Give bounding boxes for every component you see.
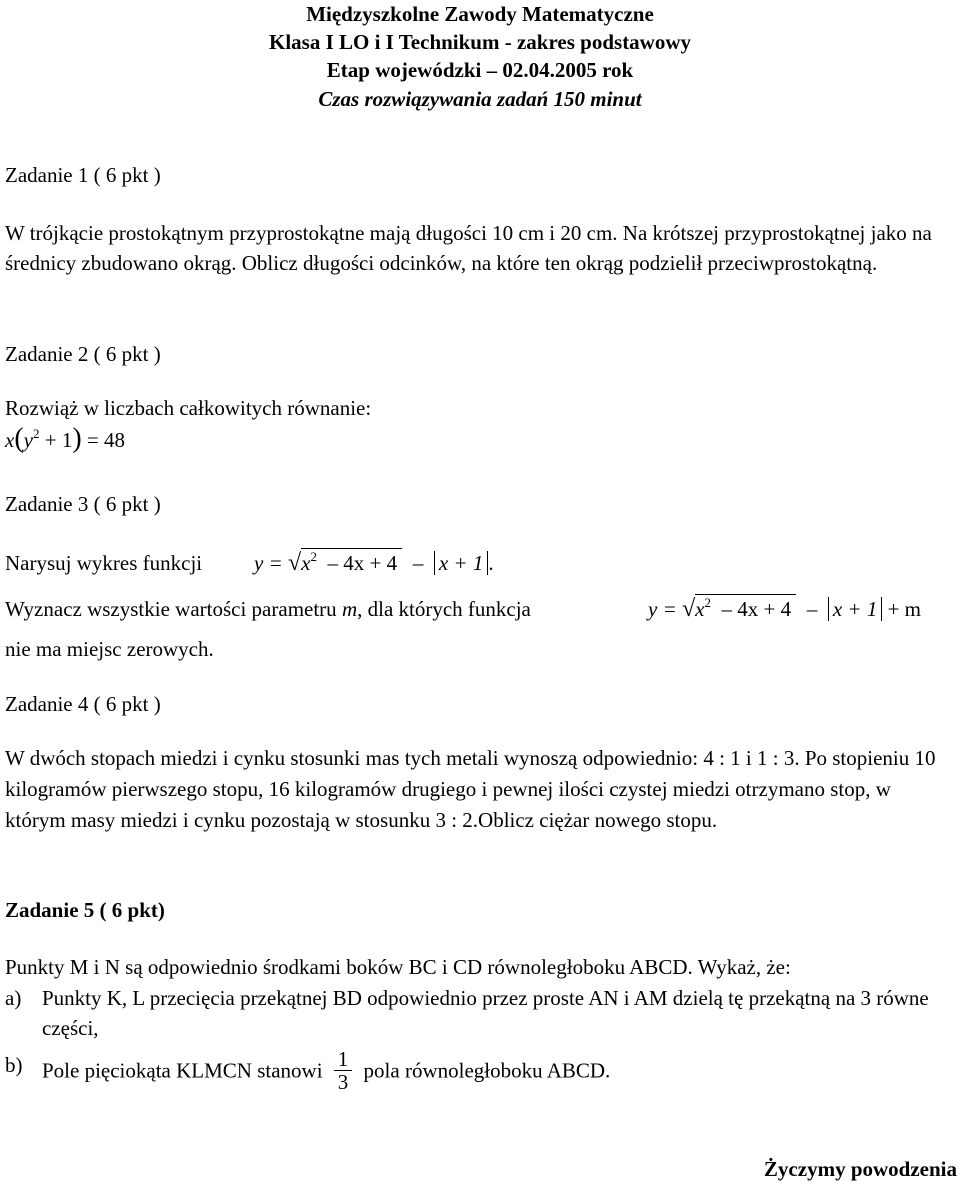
task-1-title: Zadanie 1 ( 6 pkt ) [5, 163, 161, 187]
formula-1-exp: 2 [310, 549, 317, 564]
formula-1-poly: 4x + 4 [343, 551, 398, 575]
task-3-line-2-prefix: Wyznacz wszystkie wartości parametru [5, 597, 337, 621]
task-2-title: Zadanie 2 ( 6 pkt ) [5, 342, 161, 366]
formula-2-exp: 2 [704, 595, 711, 610]
task-5-item-b [42, 1047, 611, 1095]
task-5-item-a-text: Punkty K, L przecięcia przekątnej BD odpowiednio przez proste AN i AM dzielą tę przekątną na 3 równe części, [42, 986, 929, 1040]
formula-1-minus-2: – [412, 551, 424, 575]
one-third-fraction [334, 1048, 353, 1093]
task-3-line-2 [5, 594, 531, 624]
header-line-4: Czas rozwiązywania zadań 150 minut [318, 87, 642, 111]
task-1-text: W trójkącie prostokątnym przyprostokątne mają długości 10 cm i 20 cm. Na krótszej przyprostokątnej jako na średnicy zbudowano okrąg. Oblicz długości odcinków, na które ten okrąg podzielił przeciwprostokątną. [5, 221, 932, 275]
eq-x: x [5, 428, 15, 452]
task-5-item-a-marker: a) [5, 986, 22, 1010]
formula-1-minus: – [327, 551, 338, 575]
formula-1-x: x [301, 551, 311, 575]
task-3-line-1-prefix: Narysuj wykres funkcji [5, 551, 203, 575]
formula-2-plus-m: + m [887, 597, 922, 621]
task-3-param: m [341, 597, 358, 621]
task-4-text: W dwóch stopach miedzi i cynku stosunki mas tych metali wynoszą odpowiednio: 4 : 1 i 1 : 3. Po stopieniu 10 kilogramów pierwszego stopu, 16 kilogramów drugiego i pewnej ilości czystej miedzi otrzymano stop, w którym masy miedzi i cynku pozostają w stosunku 3 : 2.Oblicz ciężar nowego stopu. [5, 746, 936, 832]
task-5-intro: Punkty M i N są odpowiednio środkami boków BC i CD równoległoboku ABCD. Wykaż, że: [5, 955, 791, 979]
task-2-text: Rozwiąż w liczbach całkowitych równanie: [5, 396, 372, 420]
task-4-title: Zadanie 4 ( 6 pkt ) [5, 692, 161, 716]
task-5-title: Zadanie 5 ( 6 pkt) [5, 898, 165, 922]
task-3-formula-2: $y = √x^2 - 4x + 4$ – x + 1 + m [648, 595, 922, 622]
formula-2-minus: – [721, 597, 732, 621]
task-3-line-1 [5, 548, 202, 578]
formula-2-abs: x + 1 [832, 597, 878, 621]
formula-1-abs: x + 1 [438, 551, 484, 575]
footer-wishes: Życzymy powodzenia [763, 1157, 957, 1181]
eq-equals: = 48 [86, 428, 125, 452]
task-3-formula-1: $y = √x^2 - 4x + 4$ – x + 1 . [254, 549, 494, 576]
task-3-line-2-middle: , dla których funkcja [357, 597, 531, 621]
fraction-denominator: 3 [337, 1070, 349, 1094]
eq-y: y [23, 428, 33, 452]
task-5-item-b-before: Pole pięciokąta KLMCN stanowi [42, 1058, 323, 1083]
header-line-1: Międzyszkolne Zawody Matematyczne [306, 2, 654, 26]
header-line-3: Etap wojewódzki – 02.04.2005 rok [326, 58, 634, 82]
task-5-item-b-marker: b) [5, 1053, 23, 1077]
task-3-title: Zadanie 3 ( 6 pkt ) [5, 492, 161, 516]
task-5-item-b-after: pola równoległoboku ABCD. [363, 1058, 611, 1083]
formula-1-y: y = [254, 551, 283, 575]
task-3-line-3: nie ma miejsc zerowych. [5, 637, 214, 661]
formula-1-dot: . [488, 551, 494, 575]
eq-exp: 2 [32, 426, 40, 441]
formula-2-y: y = [648, 597, 677, 621]
formula-2-minus-2: – [806, 597, 818, 621]
formula-2-x: x [695, 597, 705, 621]
eq-plus-one: + 1 [44, 428, 73, 452]
formula-2-poly: 4x + 4 [737, 597, 792, 621]
header-line-2: Klasa I LO i I Technikum - zakres podstawowy [268, 30, 692, 54]
fraction-numerator: 1 [334, 1048, 353, 1071]
task-2-equation: $x(y^2 + 1) = 48$ [5, 423, 125, 454]
